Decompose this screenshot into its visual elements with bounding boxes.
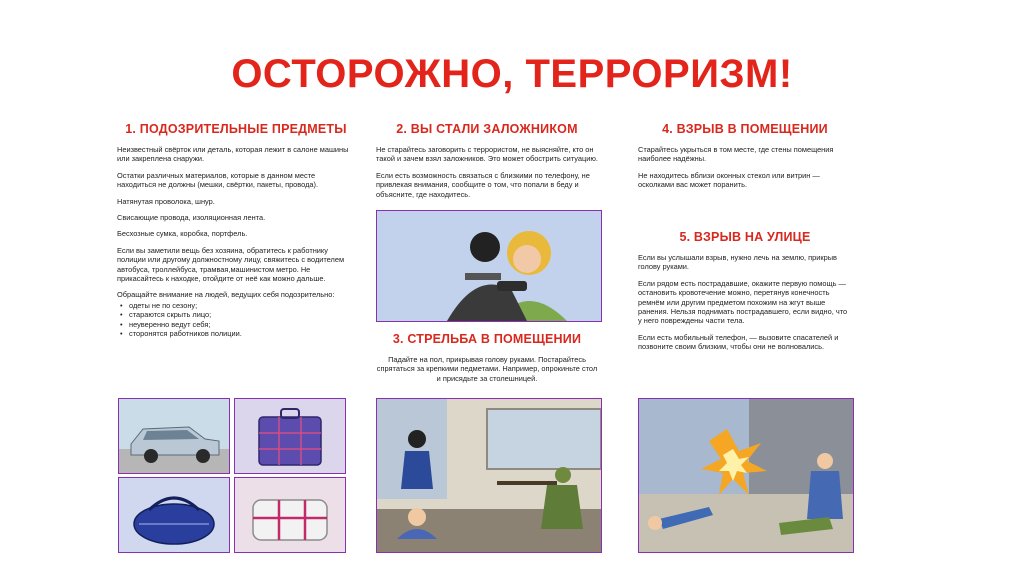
- list-item: • неуверенно ведут себя;: [117, 320, 355, 329]
- section-street-explosion: [638, 230, 852, 359]
- section-2-paragraph: Если есть возможность связаться с близкими по телефону, не привлекая внимания, сообщите о том, что попали в беду и объясните, где находитесь.: [376, 170, 590, 199]
- section-2-heading: 2. ВЫ СТАЛИ ЗАЛОЖНИКОМ: [396, 122, 578, 136]
- section-3-heading: 3. СТРЕЛЬБА В ПОМЕЩЕНИИ: [392, 332, 582, 346]
- section-3-paragraph: Падайте на пол, прикрывая голову руками. Постарайтесь спрятаться за крепкими педметами. Например, опрокиньте стол и присядьте за столешницей.: [376, 355, 598, 383]
- suspicious-behavior-list: [117, 301, 355, 339]
- section-1-paragraph: Обращайте внимание на людей, ведущих себя подозрительно:: [117, 290, 335, 300]
- suitcase-illustration: [234, 398, 346, 474]
- section-5-paragraph: Если рядом есть пострадавшие, окажите первую помощь — остановить кровотечение можно, перетянув конечность ремнём или другим предметом похожим на жгут выше ранения. Нельзя поднимать пострадавшего, если видно, что у него повреждены части тела.: [638, 278, 848, 326]
- hostage-illustration: [376, 210, 602, 322]
- section-4-paragraph: Старайтесь укрыться в том месте, где стены помещения наиболее надёжны.: [638, 145, 834, 164]
- bag-illustration: [118, 477, 230, 553]
- section-4-heading: 4. ВЗРЫВ В ПОМЕЩЕНИИ: [662, 122, 828, 136]
- list-item: • одеты не по сезону;: [117, 301, 355, 310]
- section-5-heading: 5. ВЗРЫВ НА УЛИЦЕ: [679, 230, 811, 244]
- section-suspicious-items: [117, 122, 355, 339]
- section-shooting: [376, 332, 598, 390]
- package-illustration: [234, 477, 346, 553]
- section-1-paragraph: Натянутая проволока, шнур.: [117, 196, 215, 206]
- section-5-paragraph: Если есть мобильный телефон, — вызовите спасателей и позвоните своим близким, чтобы они не волновались.: [638, 332, 839, 352]
- section-1-paragraph: Бесхозные сумка, коробка, портфель.: [117, 229, 248, 239]
- section-1-paragraph: Неизвестный свёрток или деталь, которая лежит в салоне машины или закреплена снаружи.: [117, 145, 349, 164]
- poster-title: ОСТОРОЖНО, ТЕРРОРИЗМ!: [231, 52, 793, 96]
- section-2-paragraph: Не старайтесь заговорить с террористом, не выясняйте, кто он такой и зачем взял заложников. Это может обострить ситуацию.: [376, 145, 598, 164]
- explosion-illustration: [638, 398, 854, 553]
- section-1-heading: 1. ПОДОЗРИТЕЛЬНЫЕ ПРЕДМЕТЫ: [125, 122, 347, 136]
- list-item: • стараются скрыть лицо;: [117, 310, 355, 319]
- section-5-paragraph: Если вы услышали взрыв, нужно лечь на землю, прикрыв голову руками.: [638, 253, 837, 272]
- list-item: • сторонятся работников полиции.: [117, 329, 355, 338]
- section-4-paragraph: Не находитесь вблизи оконных стекол или витрин — осколками вас может поранить.: [638, 170, 820, 190]
- section-1-paragraph: Свисающие провода, изоляционная лента.: [117, 213, 266, 223]
- section-hostage: [376, 122, 598, 206]
- section-1-paragraph: Если вы заметили вещь без хозяина, обратитесь к работнику полиции или другому должностному лицу, свяжитесь с водителем автобуса, троллейбуса, трамвая,машинистом метро. Не прикасайтесь к находке, отойдите от неё как можно дальше.: [117, 245, 345, 284]
- section-1-paragraph: Остатки различных материалов, которые в данном месте находиться не должны (мешки, свёртки, пакеты, провода).: [117, 170, 319, 190]
- section-indoor-explosion: [638, 122, 852, 197]
- shooting-illustration: [376, 398, 602, 553]
- car-illustration: [118, 398, 230, 474]
